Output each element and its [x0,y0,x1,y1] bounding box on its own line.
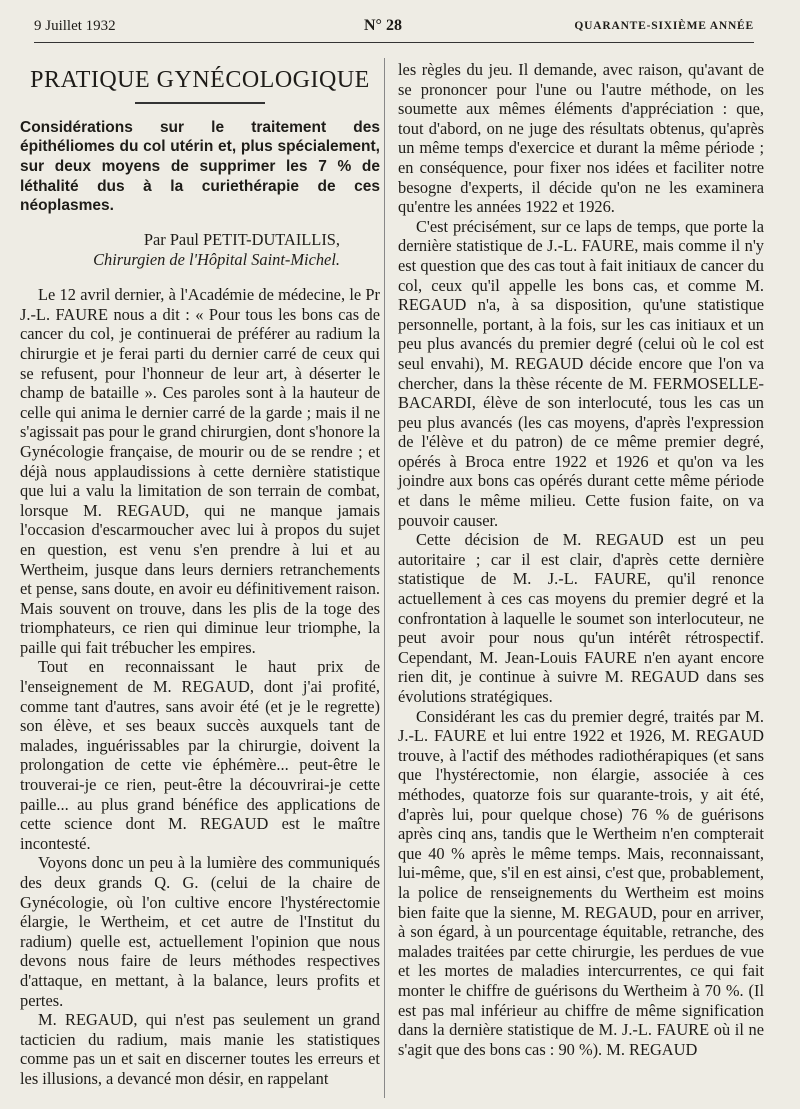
paragraph: Cette décision de M. REGAUD est un peu autoritaire ; car il est clair, d'après cette dernière statistique de M. J.-L. FAURE, qu'il renonce actuellement à ces cas moyens du premier degré et la confrontation à laquelle le soumet son interlocuteur, ne peut avoir pour nous qu'un intérêt rétrospectif. Cependant, M. Jean-Louis FAURE n'en ayant encore rien dit, je continue à suivre M. REGAUD dans ses évolutions stratégiques. [398,530,764,706]
paragraph: C'est précisément, sur ce laps de temps, que porte la dernière statistique de J.-L. FAURE, mais comme il n'y est question que des cas tout à fait initiaux de cancer du col, ceux qu'il appelle les bons cas, et comme M. REGAUD n'a, à sa disposition, qu'une statistique personnelle, portant, à la fois, sur les cas initiaux et un peu plus avancés du premier degré (celui où le col est seul envahi), M. REGAUD décide encore que l'on va chercher, dans la thèse récente de M. FERMOSELLE-BACARDI, élève de son interlocuté, tous les cas un peu plus avancés (les cas moyens, d'après l'expression de l'élève et du patron) de ce même premier degré, opérés à Broca entre 1922 et 1926 et qu'on va les joindre aux bons cas opérés durant cette même période et dans le même milieu. Cette fusion faite, on va pouvoir causer. [398,216,764,530]
issue-number: N° 28 [364,17,402,34]
page-header [34,14,754,43]
paragraph: Considérant les cas du premier degré, traités par M. J.-L. FAURE et lui entre 1922 et 1926, M. REGAUD trouve, à l'actif des méthodes radiothérapiques (et sans que l'hystérectomie, non élargie, associée à ces méthodes, quatorze fois sur quarante-trois, y ait été, d'après lui, pour quelque chose) 76 % de guérisons après cinq ans, tandis que le Wertheim n'en compterait que 40 % après le même temps. Mais, reconnaissant, lui-même, que, s'il en est ainsi, c'est que, probablement, la police de renseignements du Wertheim est moins bien faite que la sienne, M. REGAUD, pour en arriver, à son égard, à un pourcentage équitable, retranche, des malades traitées par cette chirurgie, les perdues de vue et les mortes de maladies intercurrentes, ce qui fait monter le chiffre de guérisons du Wertheim à 70 %. (Il est pas mal inférieur au chiffre de même signification dans la dernière statistique de M. J.-L. FAURE où il ne s'agit que des bons cas : 90 %). M. REGAUD [398,706,764,1059]
issue-date: 9 Juillet 1932 [34,18,116,34]
column-divider [384,58,385,1098]
title-rule [135,102,265,104]
paragraph: les règles du jeu. Il demande, avec raison, qu'avant de se prononcer pour l'une ou l'autre méthode, on les soumette aux mêmes éléments d'appréciation : que, tout d'abord, on ne juge des résultats obtenus, qu'après un même temps d'exercice et durant la même période ; en conséquence, pour fixer nos idées et faciliter notre besogne d'experts, il décide qu'on ne les examinera qu'entre les années 1922 et 1926. [398,60,764,217]
paragraph: M. REGAUD, qui n'est pas seulement un grand tacticien du radium, mais manie les statistiques comme pas un et sait en discerner toutes les erreurs et les illusions, a devancé mon désir, en rappelant [20,1010,380,1088]
article-title: Considérations sur le traitement des épithéliomes du col utérin et, plus spécialement, sur deux moyens de supprimer les 7 % de léthalité dus à la curiethérapie de ces néoplasmes. [20,118,380,215]
paragraph: Le 12 avril dernier, à l'Académie de médecine, le Pr J.-L. FAURE nous a dit : « Pour tous les bons cas de cancer du col, je continuerai de préférer au radium la chirurgie et je ferai parti du dernier carré de ceux qui se refusent, pour l'honneur de leur art, à déserter le champ de bataille ». Ces paroles sont à la hauteur de celle qui anima le dernier carré de la garde ; mais il ne s'agissait pas pour le grand chirurgien, dont s'honore la Gynécologie française, de mourir ou de se rendre ; et déjà nous applaudissions à cette dernière statistique que lui a valu la limitation de son terrain de combat, lorsque M. REGAUD, qui ne manque jamais l'occasion d'escarmoucher avec lui à propos du sujet en question, est venu s'en prendre à lui et au Wertheim, jusque dans leurs derniers retranchements et pense, sans doute, en avoir eu définitivement raison. Mais souvent on trouve, dans les plis de la toge des triomphateurs, ce rien qui diminue leur triomphe, la paille qui fait trébucher les empires. [20,285,380,657]
section-title: PRATIQUE GYNÉCOLOGIQUE [30,67,370,93]
author-affiliation: Chirurgien de l'Hôpital Saint-Michel. [93,249,340,269]
left-column [20,60,380,1089]
publication-year: QUARANTE-SIXIÈME ANNÉE [574,20,754,32]
paragraph: Tout en reconnaissant le haut prix de l'enseignement de M. REGAUD, dont j'ai profité, comme tant d'autres, sans avoir été (et je le regrette) son élève, et ses beaux succès auxquels tant de malades, inguérissables par la chirurgie, doivent la prolongation de cette vie éphémère... peut-être le trouverai-je ce rien, peut-être la découvrirai-je cette paille... au plus grand bénéfice des applications de cette science dont M. REGAUD est le maître incontesté. [20,657,380,853]
paragraph: Voyons donc un peu à la lumière des communiqués des deux grands Q. G. (celui de la chaire de Gynécologie, où l'on cultive encore l'hystérectomie élargie, le Wertheim, et cet autre de l'Institut du radium) quelle est, actuellement l'opinion que nous devons nous faire de leurs méthodes respectives d'attaque, en mettant, à la balance, leurs profits et pertes. [20,853,380,1010]
author-byline: Par Paul PETIT-DUTAILLIS, [143,230,340,250]
right-column [398,60,764,1059]
